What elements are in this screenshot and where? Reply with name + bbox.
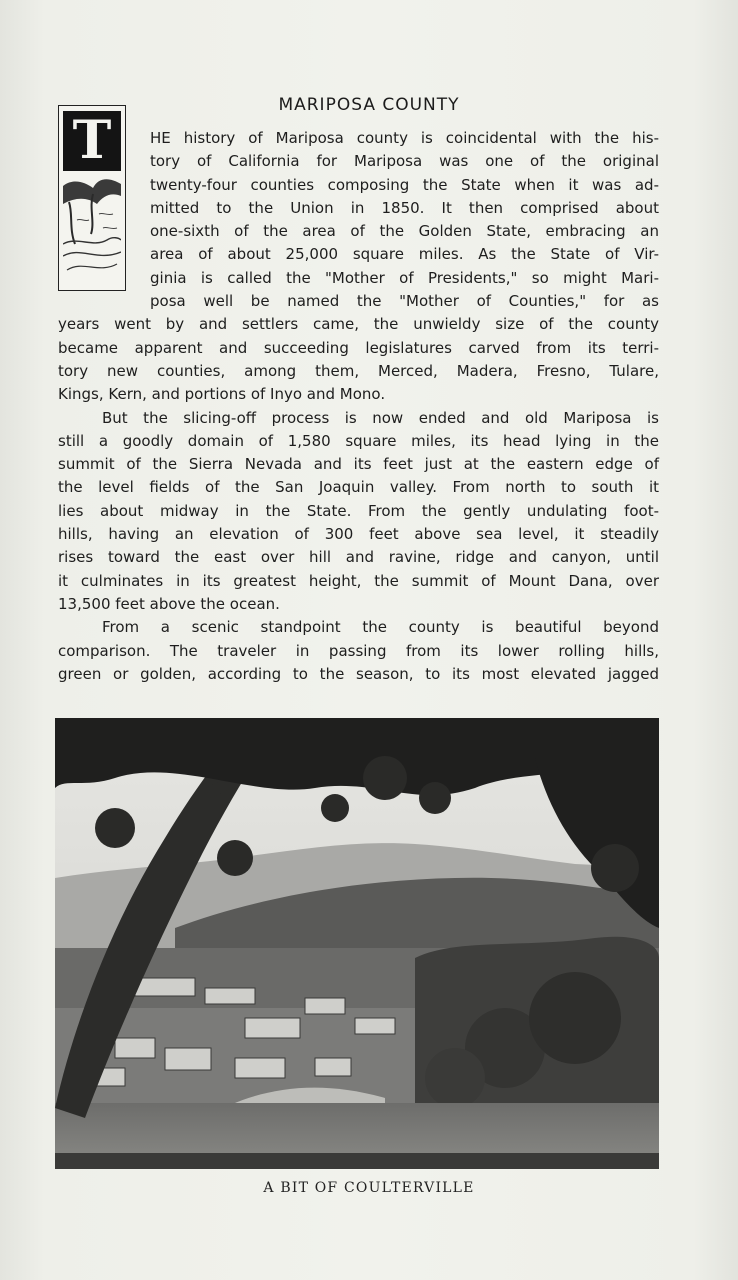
text-line: years went by and settlers came, the unwieldy size of the county: [58, 315, 659, 334]
text-line: rises toward the east over hill and ravine, ridge and canyon, until: [58, 548, 659, 567]
photo-caption: A BIT OF COULTERVILLE: [263, 1180, 475, 1196]
text-line: ginia is called the "Mother of Presidents," so might Mari-: [150, 268, 659, 287]
paragraph-1: [58, 127, 659, 407]
text-line: mitted to the Union in 1850. It then comprised about: [150, 198, 659, 217]
coulterville-photograph: [55, 718, 659, 1169]
text-line: summit of the Sierra Nevada and its feet just at the eastern edge of: [58, 455, 659, 474]
text-line: 13,500 feet above the ocean.: [58, 594, 280, 613]
page-title: MARIPOSA COUNTY: [278, 95, 460, 115]
text-line: tory of California for Mariposa was one of the original: [150, 152, 659, 171]
text-line: But the slicing-off process is now ended and old Mariposa is: [102, 408, 659, 427]
paragraph-2: [58, 407, 659, 617]
text-line: tory new counties, among them, Merced, Madera, Fresno, Tulare,: [58, 361, 659, 380]
text-line: still a goodly domain of 1,580 square miles, its head lying in the: [58, 431, 659, 450]
text-line: comparison. The traveler in passing from its lower rolling hills,: [58, 641, 659, 660]
text-line: became apparent and succeeding legislatures carved from its terri-: [58, 338, 659, 357]
text-line: it culminates in its greatest height, the summit of Mount Dana, over: [58, 571, 659, 590]
text-line: the level fields of the San Joaquin valley. From north to south it: [58, 478, 659, 497]
paragraph-3: [58, 616, 659, 686]
text-line: posa well be named the "Mother of Counties," for as: [150, 292, 659, 311]
text-line: twenty-four counties composing the State when it was ad-: [150, 175, 659, 194]
text-line: one-sixth of the area of the Golden State, embracing an: [150, 222, 659, 241]
text-line: green or golden, according to the season, to its most elevated jagged: [58, 664, 659, 683]
text-line: From a scenic standpoint the county is beautiful beyond: [102, 618, 659, 637]
text-line: hills, having an elevation of 300 feet above sea level, it steadily: [58, 525, 659, 544]
text-line: lies about midway in the State. From the gently undulating foot-: [58, 501, 659, 520]
article-text: [58, 127, 659, 686]
text-line: area of about 25,000 square miles. As the State of Vir-: [150, 245, 659, 264]
text-line: Kings, Kern, and portions of Inyo and Mono.: [58, 385, 386, 404]
text-line: HE history of Mariposa county is coincidental with the his-: [150, 129, 659, 147]
drop-cap-letter: T: [63, 111, 121, 171]
landscape-photo-icon: [55, 718, 659, 1169]
